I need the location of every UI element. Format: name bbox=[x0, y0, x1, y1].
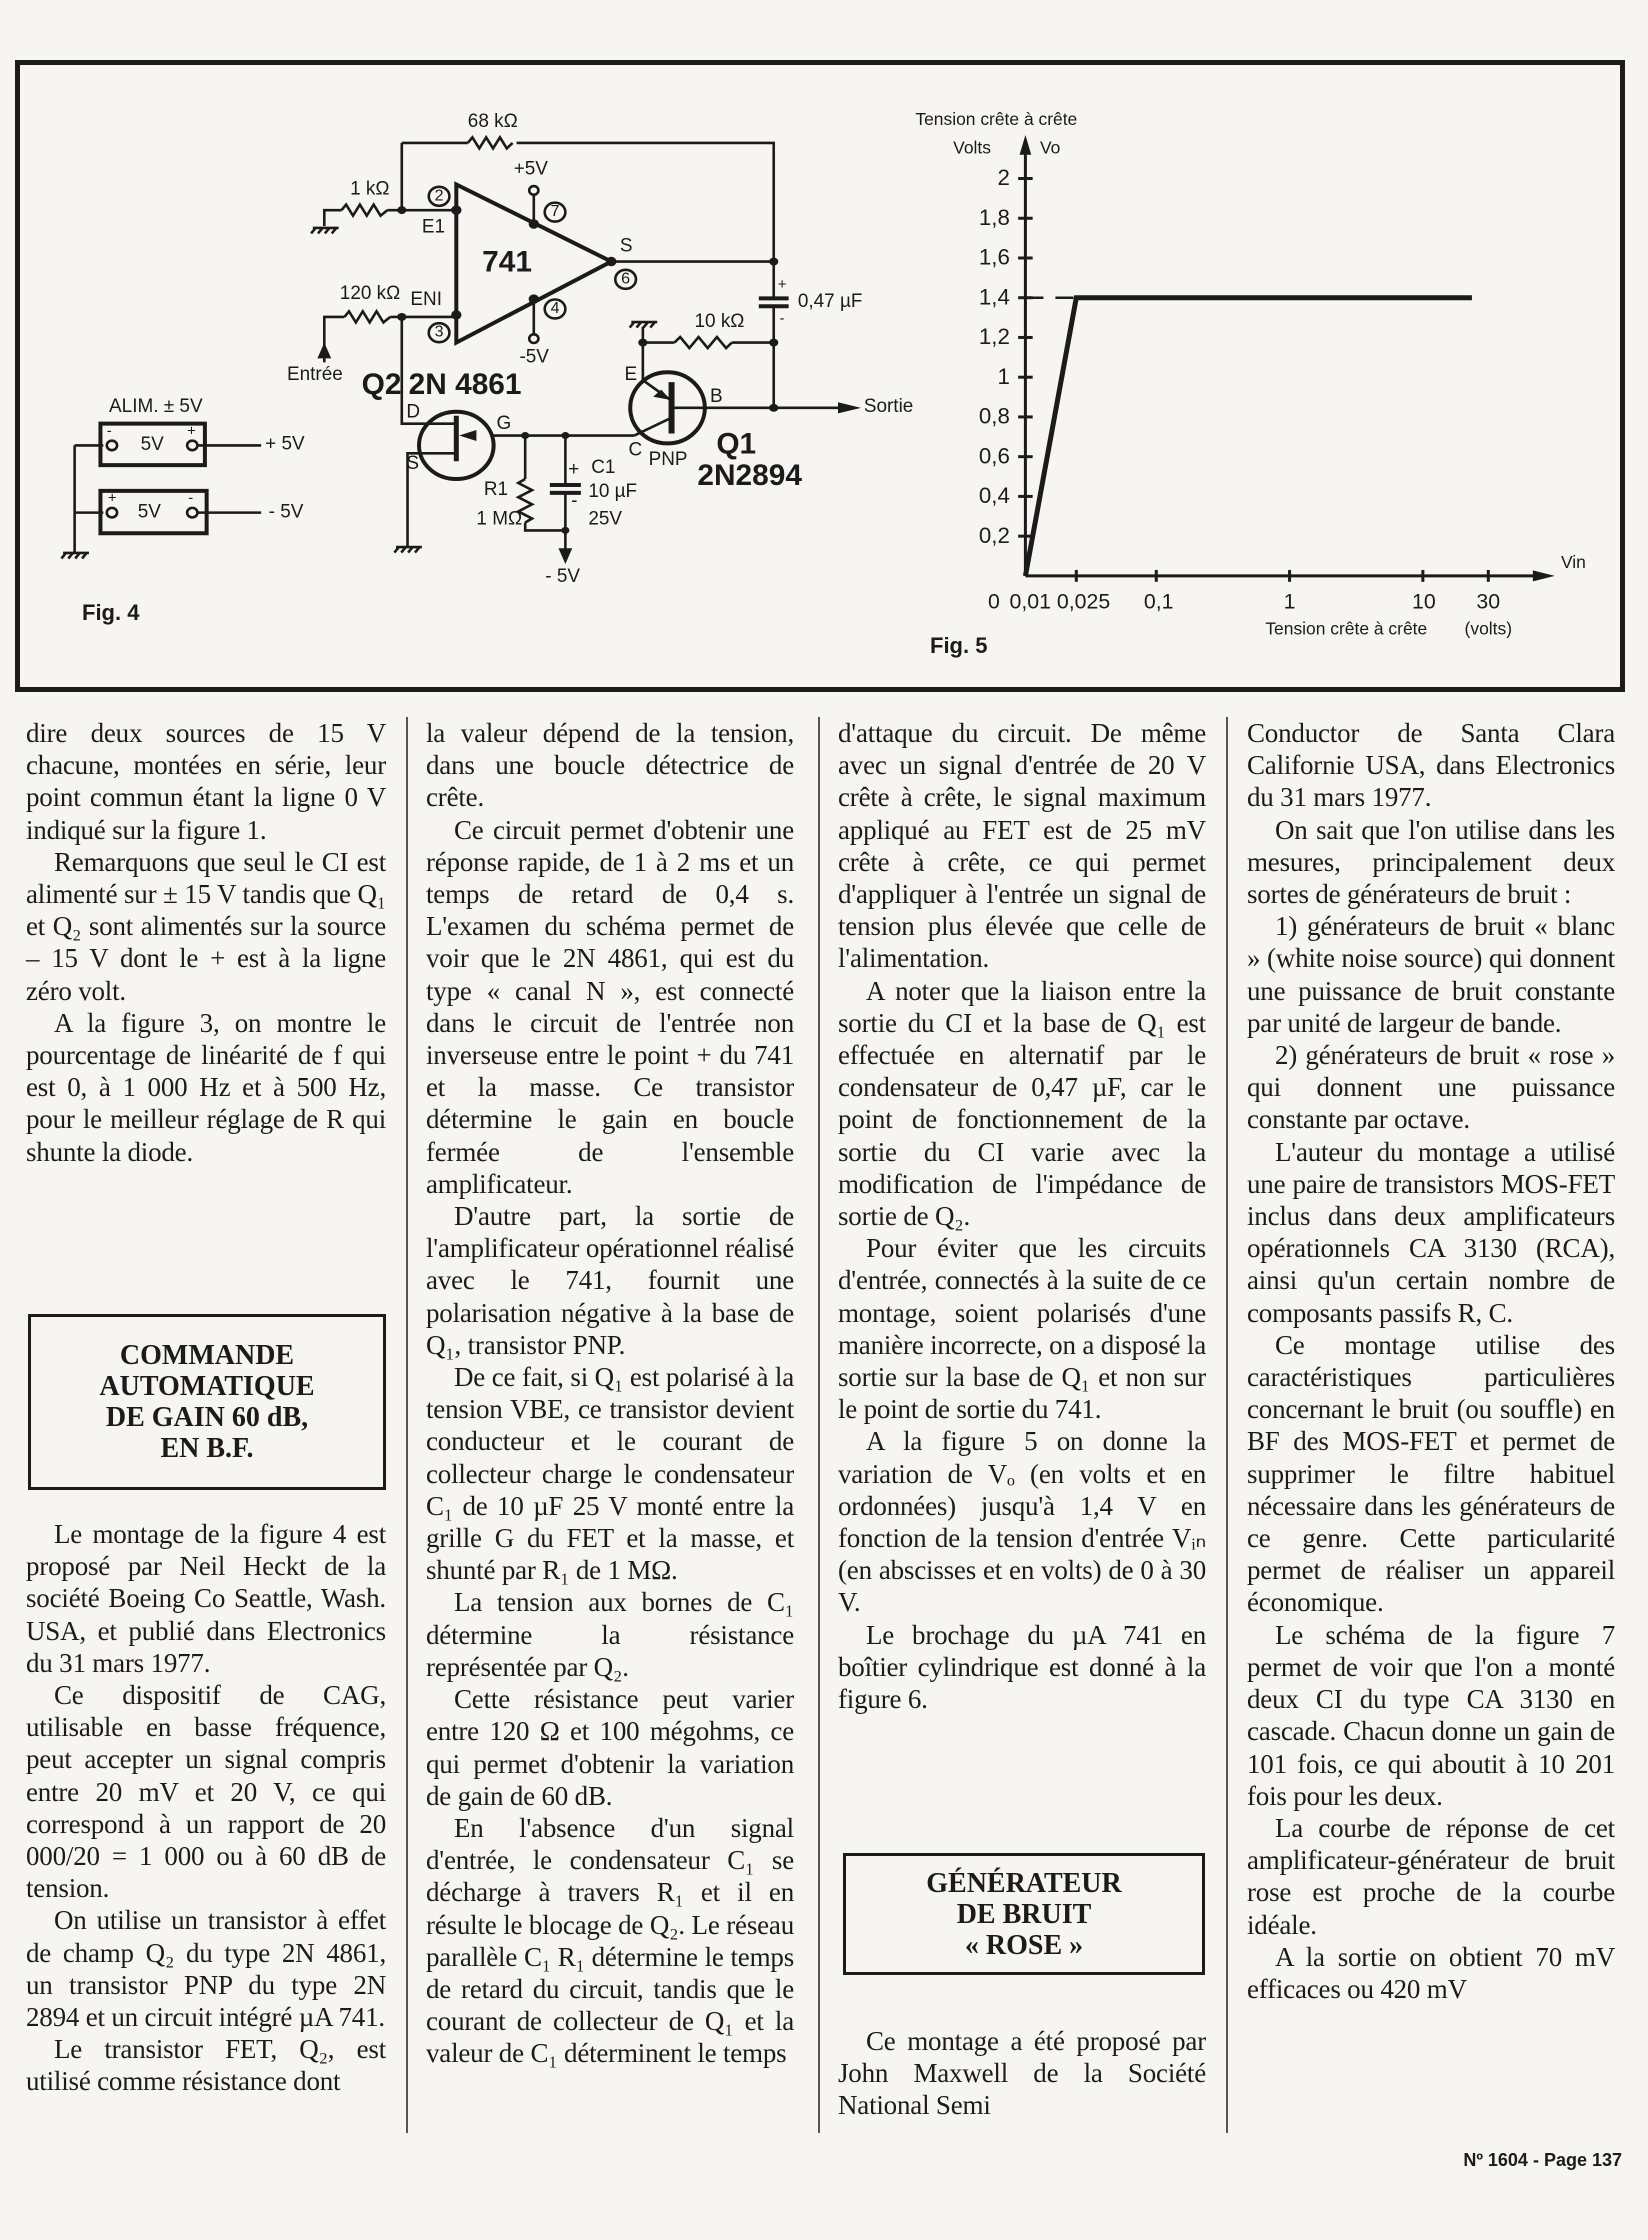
y-tick-label: 0,6 bbox=[978, 443, 1010, 469]
y-tick-label: 0,2 bbox=[978, 522, 1010, 548]
label-cap-047: 0,47 µF bbox=[797, 291, 863, 313]
battery-2-plus: + bbox=[107, 489, 117, 507]
fig5-caption: Fig. 5 bbox=[930, 633, 988, 658]
battery-1-minus: - bbox=[106, 422, 112, 440]
pin-2: 2 bbox=[434, 186, 444, 205]
heading-line: DE GAIN 60 dB, bbox=[105, 1402, 309, 1433]
battery-1-plus: + bbox=[187, 422, 196, 440]
sortie-arrow-icon bbox=[838, 402, 861, 413]
resistor-68k bbox=[468, 137, 513, 148]
y-tick-label: 1,4 bbox=[978, 284, 1010, 310]
paragraph: De ce fait, si Q₁ est polarisé à la tension VBE, ce transistor devient conducteur et le courant de collecteur charge le condensateur C₁ de 10 µF 25 V monté entre la grille G du FET et la masse, et shunté par R₁ de 1 MΩ. bbox=[426, 1362, 794, 1586]
battery-2-minus: - bbox=[188, 489, 194, 507]
heading-line: DE BRUIT bbox=[956, 1898, 1092, 1930]
label-68k: 68 kΩ bbox=[467, 111, 518, 133]
paragraph: Ce circuit permet d'obtenir une réponse rapide, de 1 à 2 ms et un temps de retard de 0,4 s. L'examen du schéma permet de voir que le 2N 4861, qui est du type « canal N », est connecté dans le circuit de l'entrée non inverseuse entre le point + du 741 et la masse. Ce transistor détermine le gain en boucle fermée de l'ensemble amplificateur. bbox=[426, 814, 794, 1199]
label-q1-type: 2N2894 bbox=[697, 458, 802, 492]
column-divider bbox=[1226, 717, 1228, 2133]
label-g: G bbox=[496, 412, 512, 434]
paragraph: Remarquons que seul le CI est alimenté sur ± 15 V tandis que Q₁ et Q₂ sont alimentés sur la source – 15 V dont le + est à la ligne zéro volt. bbox=[26, 846, 386, 1006]
cap-plus: + bbox=[777, 276, 787, 294]
y-tick-label: 1,8 bbox=[978, 204, 1010, 230]
paragraph: Le montage de la figure 4 est proposé par Neil Heckt de la société Boeing Co Seattle, Wash. USA, et publié dans Electronics du 31 mars 1977. bbox=[26, 1519, 386, 1678]
fig4-caption: Fig. 4 bbox=[82, 600, 140, 625]
label-q1: Q1 bbox=[716, 427, 757, 461]
paragraph: A noter que la liaison entre la sortie du CI et la base de Q₁ est effectuée en alternatif par le condensateur de 0,47 µF, car le point de fonctionnement de la sortie du CI varie avec la modification de l'impédance de sortie de Q₂. bbox=[838, 975, 1206, 1232]
y-tick-label: 0,4 bbox=[978, 483, 1010, 509]
label-s-fet: S bbox=[406, 453, 420, 475]
label-minus5v: -5V bbox=[519, 346, 549, 368]
label-r1-value: 1 MΩ bbox=[476, 508, 523, 530]
terminal-plus5v bbox=[529, 186, 538, 195]
x-tick-label: 1 bbox=[1283, 589, 1296, 614]
page-footer: Nº 1604 - Page 137 bbox=[1463, 2150, 1622, 2170]
y-tick-label: 0,8 bbox=[978, 403, 1010, 429]
paragraph: Ce montage utilise des caractéristiques particulières concernant le bruit (ou souffle) en BF des MOS-FET et permet de supprimer le filtre habituel nécessaire dans les générateurs de ce genre. Cette particularité permet de réaliser un appareil économique. bbox=[1247, 1329, 1615, 1618]
column-2 bbox=[426, 717, 794, 2070]
gate-arrow-icon bbox=[459, 430, 476, 441]
ground-icon bbox=[394, 547, 422, 553]
paragraph: 2) générateurs de bruit « rose » qui donnent une puissance constante par octave. bbox=[1247, 1040, 1615, 1135]
x-axis-unit: (volts) bbox=[1464, 618, 1513, 639]
y-tick-label: 1,6 bbox=[978, 244, 1010, 270]
paragraph: La tension aux bornes de C₁ détermine la résistance représentée par Q₂. bbox=[426, 1587, 794, 1682]
column-1-top bbox=[26, 717, 386, 1168]
heading-line: AUTOMATIQUE bbox=[99, 1371, 315, 1402]
label-out-plus5v: + 5V bbox=[265, 433, 305, 455]
paragraph: Ce montage a été proposé par John Maxwell de la Société National Semi bbox=[838, 2026, 1206, 2121]
paragraph: D'autre part, la sortie de l'amplificateur opérationnel réalisé avec le 741, fournit une polarisation négative à la base de Q₁, transistor PNP. bbox=[426, 1201, 794, 1360]
pin-7: 7 bbox=[550, 202, 560, 221]
paragraph: Conductor de Santa Clara Californie USA, dans Electronics du 31 mars 1977. bbox=[1247, 718, 1615, 813]
label-pnp: PNP bbox=[648, 449, 688, 471]
label-alim: ALIM. ± 5V bbox=[109, 395, 203, 417]
y-tick-label: 1,2 bbox=[978, 324, 1010, 350]
column-1-bottom bbox=[26, 1518, 386, 2098]
x-tick-label: 10 bbox=[1411, 589, 1436, 614]
label-e1: E1 bbox=[421, 216, 446, 238]
heading-line: EN B.F. bbox=[160, 1433, 254, 1464]
paragraph: A la sortie on obtient 70 mV efficaces ou 420 mV bbox=[1247, 1941, 1615, 2004]
section-heading-bruit-rose bbox=[843, 1853, 1205, 1975]
column-3-top bbox=[838, 717, 1206, 1715]
paragraph: d'attaque du circuit. De même avec un signal d'entrée de 20 V crête à crête, le signal maximum appliqué au FET est de 25 mV crête à crête, ce qui permet d'appliquer à l'entrée un signal de tension plus élevée que celle de l'alimentation. bbox=[838, 718, 1206, 974]
pin-4: 4 bbox=[550, 298, 560, 317]
label-b: B bbox=[710, 385, 723, 407]
label-c1-voltage: 25V bbox=[588, 508, 623, 530]
x-tick-label: 0 bbox=[987, 589, 1000, 614]
x-axis-symbol: Vin bbox=[1560, 551, 1586, 572]
series-line-vo bbox=[1025, 298, 1472, 576]
x-tick-label: 0,1 bbox=[1143, 589, 1174, 614]
x-tick-label: 30 bbox=[1476, 589, 1501, 614]
paragraph: Cette résistance peut varier entre 120 Ω et 100 mégohms, ce qui permet d'obtenir la variation de gain de 60 dB. bbox=[426, 1684, 794, 1811]
battery-1-label: 5V bbox=[140, 434, 164, 456]
label-eni: ENI bbox=[410, 289, 442, 311]
label-d: D bbox=[406, 401, 421, 423]
label-q2: Q2 bbox=[361, 368, 402, 402]
paragraph: Le transistor FET, Q₂, est utilisé comme résistance dont bbox=[26, 2034, 386, 2097]
paragraph: A la figure 3, on montre le pourcentage de linéarité de f qui est 0, à 1 000 Hz et à 500 Hz, pour le meilleur réglage de R qui shunte la diode. bbox=[26, 1007, 386, 1167]
emitter-arrow-icon bbox=[653, 390, 670, 400]
chart-fig5 bbox=[880, 50, 1640, 670]
ground-icon bbox=[630, 322, 658, 328]
paragraph: Ce dispositif de CAG, utilisable en basse fréquence, peut accepter un signal compris entre 20 mV et 20 V, ce qui correspond à un rapport de 20 000/20 = 1 000 ou à 60 dB de tension. bbox=[26, 1680, 386, 1904]
ground-icon bbox=[311, 228, 339, 234]
resistor-10k bbox=[674, 337, 731, 348]
label-120k: 120 kΩ bbox=[339, 283, 401, 305]
cap-minus: - bbox=[779, 309, 785, 327]
label-c: C bbox=[628, 439, 643, 461]
label-sortie: Sortie bbox=[863, 395, 914, 417]
label-c1-value: 10 µF bbox=[588, 480, 638, 502]
minus5v-arrow-icon bbox=[558, 548, 572, 564]
paragraph: Le schéma de la figure 7 permet de voir que l'on a monté deux CI du type CA 3130 en cascade. Chacun donne un gain de 101 fois, ce qui aboutit à 10 201 fois pour les deux. bbox=[1247, 1619, 1615, 1811]
resistor-1k bbox=[342, 205, 388, 216]
circuit-diagram-fig4 bbox=[0, 50, 914, 670]
pin-3: 3 bbox=[434, 322, 444, 341]
paragraph: On utilise un transistor à effet de champ Q₂ du type 2N 4861, un transistor PNP du type 2N 2894 et un circuit intégré µA 741. bbox=[26, 1905, 386, 2033]
pin-6: 6 bbox=[621, 269, 631, 288]
paragraph: En l'absence d'un signal d'entrée, le condensateur C₁ se décharge à travers R₁ et il en résulte le blocage de Q₂. Le réseau parallèle C₁ R₁ détermine le temps de retard du circuit, tandis que le courant de collecteur de Q₁ et la valeur de C₁ déterminent le temps bbox=[426, 1812, 794, 2069]
paragraph: On sait que l'on utilise dans les mesures, principalement deux sortes de générateurs de bruit : bbox=[1247, 814, 1615, 910]
x-tick-label: 0,025 bbox=[1056, 589, 1111, 614]
paragraph: A la figure 5 on donne la variation de Vₒ (en volts et en ordonnées) jusqu'à 1,4 V en fonction de la tension d'entrée Vᵢₙ (en abscisses et en volts) de 0 à 30 V. bbox=[838, 1426, 1206, 1618]
column-divider bbox=[406, 717, 408, 2133]
terminal-minus5v bbox=[529, 334, 538, 343]
column-3-bottom bbox=[838, 2025, 1206, 2122]
paragraph: Le brochage du µA 741 en boîtier cylindrique est donné à la figure 6. bbox=[838, 1619, 1206, 1715]
battery-2-label: 5V bbox=[137, 501, 161, 523]
heading-line: « ROSE » bbox=[964, 1929, 1084, 1961]
section-heading-cag bbox=[28, 1314, 386, 1490]
label-1k: 1 kΩ bbox=[350, 178, 390, 200]
label-r1: R1 bbox=[483, 478, 509, 500]
paragraph: 1) générateurs de bruit « blanc » (white noise source) qui donnent une puissance de bruit constante par unité de largeur de bande. bbox=[1247, 911, 1615, 1038]
y-axis-title: Tension crête à crête bbox=[915, 109, 1078, 130]
label-c1-minus: - bbox=[571, 490, 578, 512]
x-tick-label: 0,01 bbox=[1009, 589, 1051, 614]
heading-line: COMMANDE bbox=[119, 1340, 295, 1371]
label-entree: Entrée bbox=[286, 364, 343, 386]
heading-line: GÉNÉRATEUR bbox=[926, 1867, 1122, 1899]
pnp-leads bbox=[634, 380, 671, 435]
y-axis-symbol: Vo bbox=[1039, 137, 1061, 158]
label-741: 741 bbox=[482, 245, 532, 279]
paragraph: la valeur dépend de la tension, dans une boucle détectrice de crête. bbox=[426, 718, 794, 813]
label-e: E bbox=[624, 364, 638, 386]
column-4 bbox=[1247, 717, 1615, 2005]
column-divider bbox=[818, 717, 820, 2133]
capacitor-047 bbox=[759, 298, 789, 306]
paragraph: L'auteur du montage a utilisé une paire de transistors MOS-FET inclus dans deux amplificateurs opérationnels CA 3130 (RCA), ainsi qu'un certain nombre de composants passifs R, C. bbox=[1247, 1136, 1615, 1328]
label-minus5v-bottom: - 5V bbox=[545, 565, 581, 587]
x-axis-arrow-icon bbox=[1533, 570, 1555, 581]
label-10k: 10 kΩ bbox=[694, 310, 745, 332]
paragraph: dire deux sources de 15 V chacune, montées en série, leur point commun étant la ligne 0 V indiqué sur la figure 1. bbox=[26, 718, 386, 845]
y-tick-label: 1 bbox=[997, 363, 1010, 389]
paragraph: La courbe de réponse de cet amplificateur-générateur de bruit rose est proche de la courbe idéale. bbox=[1247, 1812, 1615, 1940]
label-q2-type: 2N 4861 bbox=[408, 368, 522, 402]
resistor-120k bbox=[344, 311, 390, 322]
y-axis-unit: Volts bbox=[953, 137, 991, 158]
paragraph: Pour éviter que les circuits d'entrée, connectés à la suite de ce montage, soient polarisés d'une manière incorrecte, on a disposé la sortie sur la base de Q₁ et non sur le point de sortie du 741. bbox=[838, 1233, 1206, 1425]
ground-icon bbox=[61, 553, 89, 559]
y-tick-label: 2 bbox=[997, 165, 1010, 191]
label-plus5v: +5V bbox=[513, 158, 548, 180]
label-out-minus5v: - 5V bbox=[268, 501, 304, 523]
entree-arrow-icon bbox=[317, 343, 331, 359]
x-axis-title: Tension crête à crête bbox=[1265, 618, 1428, 639]
label-c1: C1 bbox=[591, 457, 616, 479]
label-c1-plus: + bbox=[568, 459, 580, 481]
label-s: S bbox=[619, 235, 633, 257]
y-axis-arrow-icon bbox=[1020, 135, 1032, 155]
